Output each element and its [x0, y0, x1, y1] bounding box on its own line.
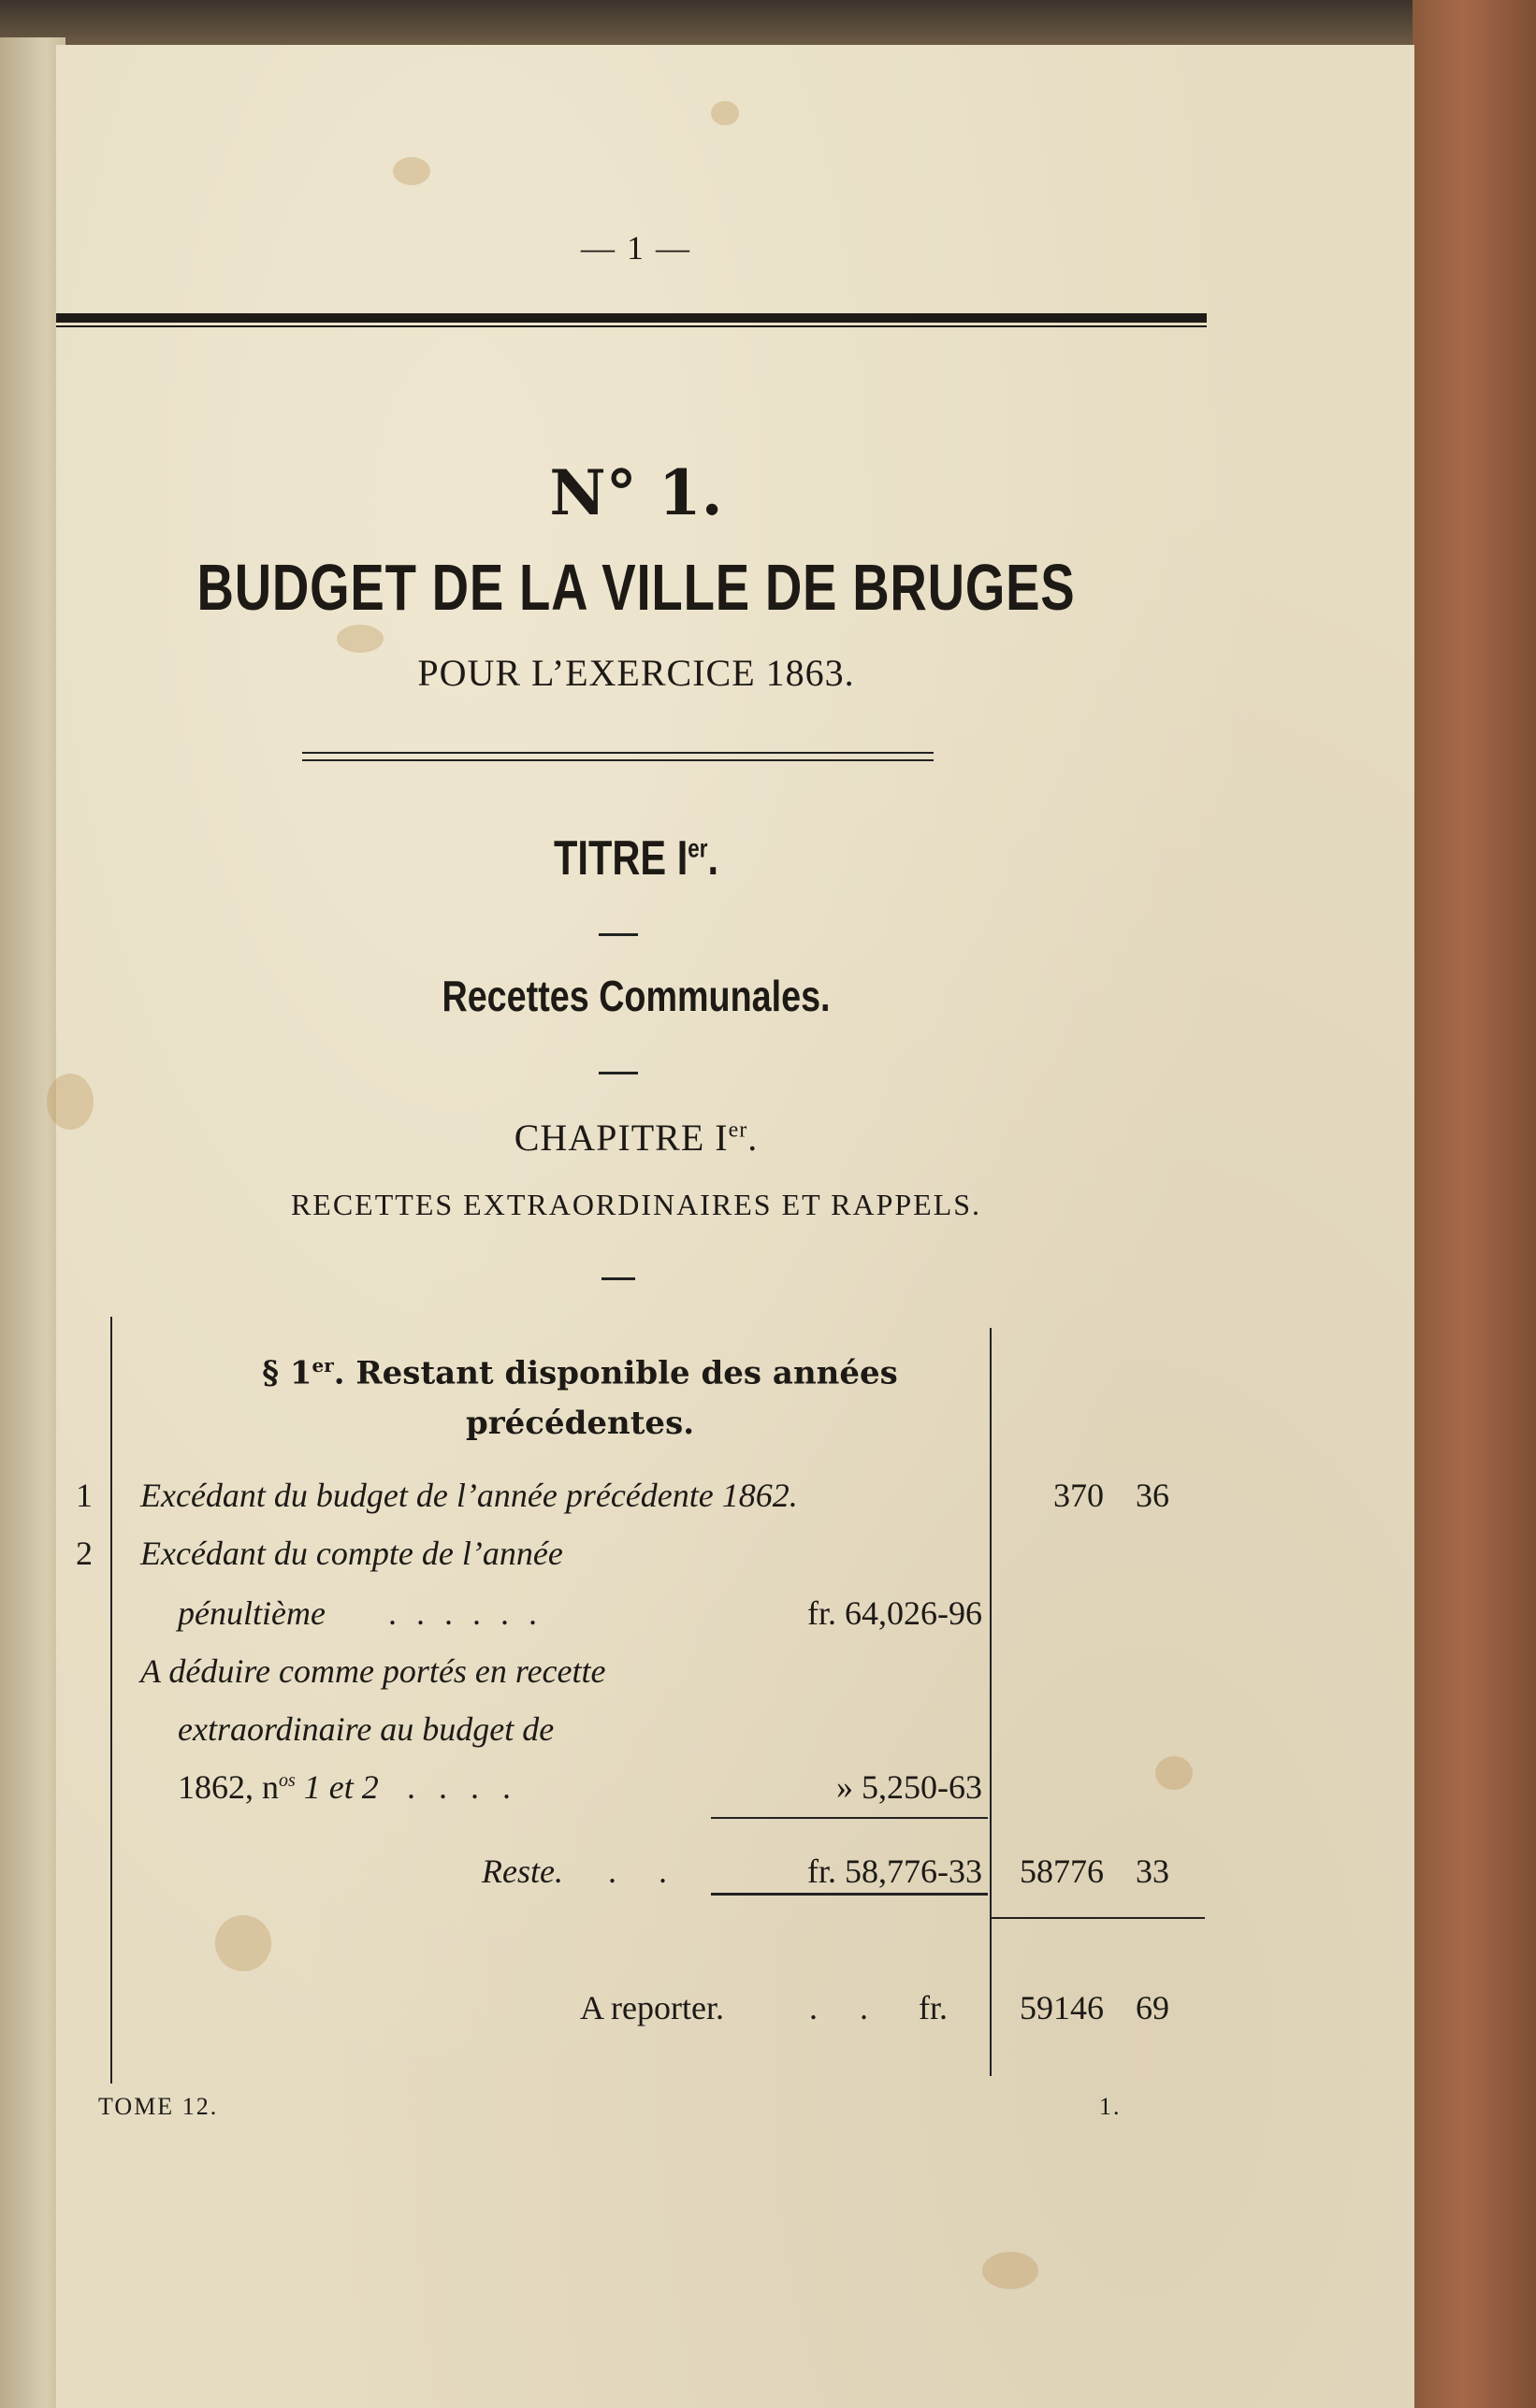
item-amount-dec: 36	[1136, 1477, 1169, 1514]
paragraph-heading	[140, 1340, 1020, 1449]
header-rule-thin	[56, 325, 1207, 327]
carry-forward-label: A reporter.	[580, 1989, 724, 2026]
foxing-stain	[982, 2252, 1038, 2289]
separator-dash	[599, 1072, 638, 1074]
foxing-stain	[1155, 1756, 1193, 1790]
leader-dots: . . . .	[407, 1768, 518, 1806]
numero-label: N°	[549, 456, 637, 529]
reste-rule	[711, 1893, 988, 1896]
document-number	[56, 456, 1216, 529]
foxing-stain	[393, 157, 430, 185]
tome-label: TOME 12.	[98, 2093, 219, 2120]
subtitle: POUR L’EXERCICE 1863.	[417, 652, 855, 694]
book-page	[56, 45, 1414, 2408]
foxing-stain	[337, 625, 384, 653]
subtotal-rule	[711, 1817, 988, 1819]
titre-heading	[172, 830, 1100, 887]
header-rule-thick	[56, 313, 1207, 323]
chapitre-end: .	[747, 1117, 759, 1159]
item-line	[178, 1767, 379, 1807]
double-rule-top	[302, 752, 934, 754]
leader-dots: . .	[809, 1989, 885, 2026]
book-cover-top-edge	[0, 0, 1536, 45]
item-line: extraordinaire au budget de	[178, 1710, 555, 1748]
left-column-rule	[110, 1317, 112, 2084]
book-cover-right-edge	[1413, 0, 1536, 2408]
chapitre-subtitle: RECETTES EXTRAORDINAIRES ET RAPPELS.	[290, 1188, 982, 1221]
main-title: BUDGET DE LA VILLE DE BRUGES	[196, 551, 1076, 624]
paragraph-symbol: § 1	[262, 1354, 312, 1392]
carry-forward-amount-dec: 69	[1136, 1989, 1169, 2026]
item-amount-dec: 33	[1136, 1853, 1169, 1890]
numero-value: 1.	[658, 456, 723, 529]
section-title: Recettes Communales.	[442, 972, 831, 1020]
item-number: 1	[76, 1477, 93, 1514]
chapitre-sup: er	[728, 1117, 748, 1143]
paragraph-heading-line1: . Restant disponible des années	[333, 1354, 898, 1392]
chapitre-text: CHAPITRE I	[514, 1117, 729, 1159]
item-line-value: fr. 64,026-96	[807, 1594, 982, 1632]
item-line: pénultième	[178, 1594, 326, 1632]
item-number: 2	[76, 1535, 93, 1572]
reste-label: Reste.	[482, 1853, 563, 1890]
paragraph-sup: er	[312, 1354, 334, 1377]
leader-dots: . . . . . .	[388, 1594, 543, 1632]
item-line: Excédant du compte de l’année	[140, 1535, 563, 1572]
item-line5-rest: 1 et 2	[303, 1768, 379, 1806]
page-number: — 1 —	[581, 229, 691, 267]
titre-end: .	[707, 831, 719, 886]
separator-dash	[601, 1277, 635, 1280]
titre-text: TITRE I	[553, 831, 688, 886]
separator-dash	[599, 933, 638, 936]
reste-value: fr. 58,776-33	[807, 1853, 982, 1890]
chapitre-heading	[56, 1116, 1216, 1160]
item-amount-int: 58776	[1020, 1853, 1104, 1890]
leader-dots: . .	[608, 1853, 684, 1890]
item-line-value: » 5,250-63	[836, 1768, 982, 1806]
carry-forward-unit: fr.	[919, 1989, 948, 2026]
item-description: Excédant du budget de l’année précédente 1862.	[140, 1477, 798, 1514]
paragraph-heading-line2: précédentes.	[465, 1405, 695, 1443]
foxing-stain	[711, 101, 739, 125]
item-line5-sup: os	[279, 1770, 296, 1791]
foxing-stain	[215, 1915, 271, 1971]
item-amount-int: 370	[1053, 1477, 1104, 1514]
double-rule-bottom	[302, 759, 934, 761]
titre-sup: er	[688, 833, 708, 863]
signature-mark: 1.	[1099, 2093, 1122, 2120]
item-line: A déduire comme portés en recette	[140, 1652, 606, 1690]
item-line5-label: 1862, n	[178, 1768, 279, 1806]
total-rule	[992, 1917, 1205, 1919]
carry-forward-amount-int: 59146	[1020, 1989, 1104, 2026]
